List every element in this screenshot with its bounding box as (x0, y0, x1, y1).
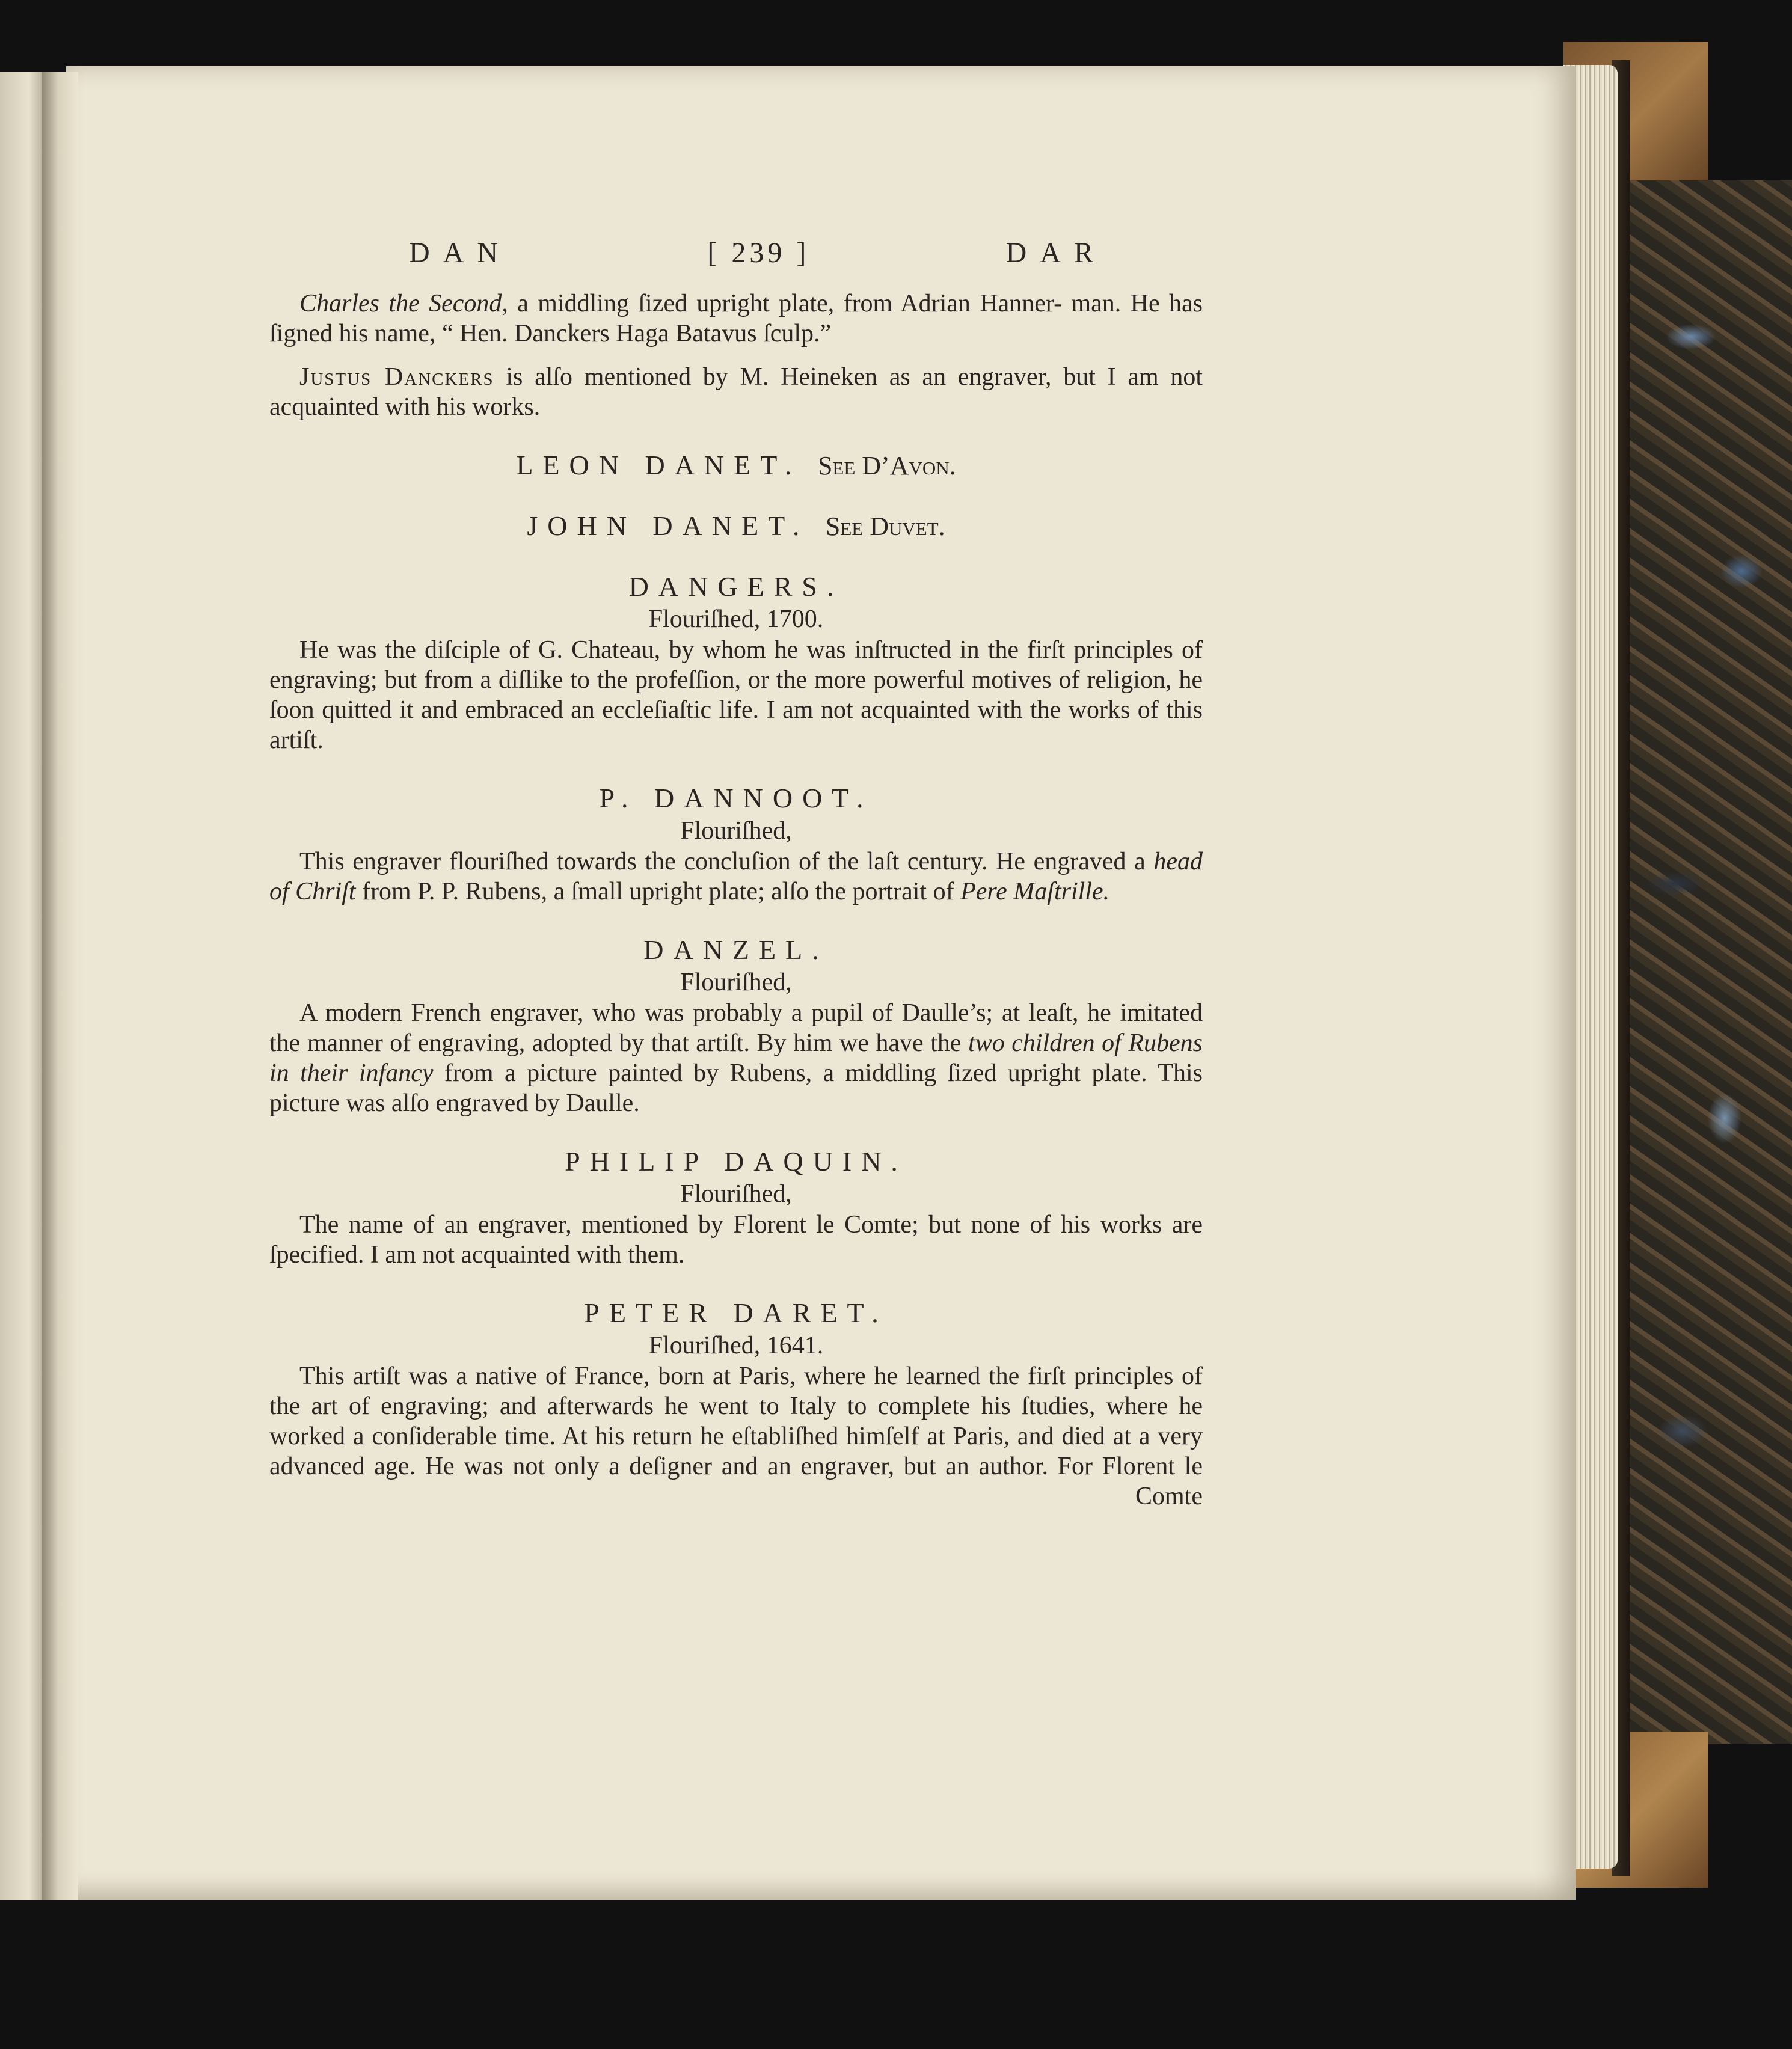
leon-see: See D’Avon. (817, 451, 956, 480)
intro-line1: , a middling ſized upright plate, from Adrian Hanner- (502, 290, 1063, 317)
john-name: JOHN DANET. (527, 510, 809, 541)
running-head-left: DAN (409, 237, 511, 269)
facing-page-edge (0, 72, 48, 1900)
page-gutter (42, 72, 78, 1900)
dannoot-i1: head of Chriſt (269, 848, 1203, 905)
dangers-flourished: Flouriſhed, 1700. (648, 605, 824, 633)
intro-line2: man. He has ſigned his name, “ Hen. Danckers Haga Batavus ſculp.” (269, 290, 1203, 348)
danzel-t2: from a picture painted by Rubens, a middling ſized upright plate. This picture was alſo engraved by Daulle. (269, 1059, 1203, 1117)
entry-heading-dannoot: P. DANNOOT. (599, 783, 873, 813)
entry-heading-leon-danet (269, 449, 1203, 483)
entry-heading-dangers: DANGERS. (628, 571, 844, 602)
running-head (409, 238, 1106, 268)
danzel-paragraph (269, 998, 1203, 1118)
dannoot-flourished: Flouriſhed, (680, 817, 792, 845)
entry-heading-danzel: DANZEL. (643, 934, 829, 965)
dannoot-i2: Pere Maſtrille. (960, 878, 1110, 905)
danzel-flourished: Flouriſhed, (680, 969, 792, 996)
daquin-flourished: Flouriſhed, (680, 1180, 792, 1208)
intro-paragraph (269, 289, 1203, 349)
daret-text: This artiſt was a native of France, born at Paris, where he learned the firſt principles of the art of engraving; and afterwards he went to Italy to complete his ſtudies, where he worked a conſiderable time. At his return he eſtabliſhed himſelf at Paris, and died at a very advanced age. He was not only a deſigner and an engraver, but an author. For Florent le (269, 1362, 1203, 1480)
leon-name: LEON DANET. (516, 450, 802, 480)
dannoot-paragraph (269, 847, 1203, 907)
page-number: [ 239 ] (707, 237, 810, 269)
entry-heading-daret: PETER DARET. (584, 1297, 888, 1328)
entry-heading-daquin: PHILIP DAQUIN. (565, 1146, 907, 1177)
marbled-cover-board (1624, 180, 1792, 1744)
dannoot-t1: This engraver flouriſhed towards the concluſion of the laſt century. He engraved a (299, 848, 1154, 875)
daquin-text: The name of an engraver, mentioned by Florent le Comte; but none of his works are ſpecified. I am not acquainted with them. (269, 1211, 1203, 1269)
entry-heading-john-danet (269, 509, 1203, 544)
justus-text: is alſo mentioned by M. Heineken as an engraver, but I am not acquainted with his works. (269, 363, 1203, 421)
dangers-text: He was the diſciple of G. Chateau, by whom he was inſtructed in the firſt principles of engraving; but from a diſlike to the profeſſion, or the more powerful motives of religion, he ſoon quitted it and embraced an eccleſiaſtic life. I am not acquainted with the works of this artiſt. (269, 636, 1203, 754)
dannoot-t2: from P. P. Rubens, a ſmall upright plate; alſo the portrait of (355, 878, 961, 905)
daret-flourished: Flouriſhed, 1641. (648, 1332, 824, 1359)
danzel-t1: A modern French engraver, who was probably a pupil of Daulle’s; at leaſt, he imitated the manner of engraving, adopted by that artiſt. By him we have the (269, 999, 1203, 1057)
john-see: See Duvet. (825, 512, 945, 541)
justus-name: Justus Danckers (299, 363, 494, 391)
danzel-i1: two children of Rubens in their infancy (269, 1029, 1203, 1087)
justus-paragraph (269, 362, 1203, 422)
running-head-right: DAR (1005, 237, 1106, 269)
intro-italic: Charles the Second (299, 290, 502, 317)
catchword: Comte (1135, 1483, 1203, 1510)
page-text (269, 238, 1203, 1511)
